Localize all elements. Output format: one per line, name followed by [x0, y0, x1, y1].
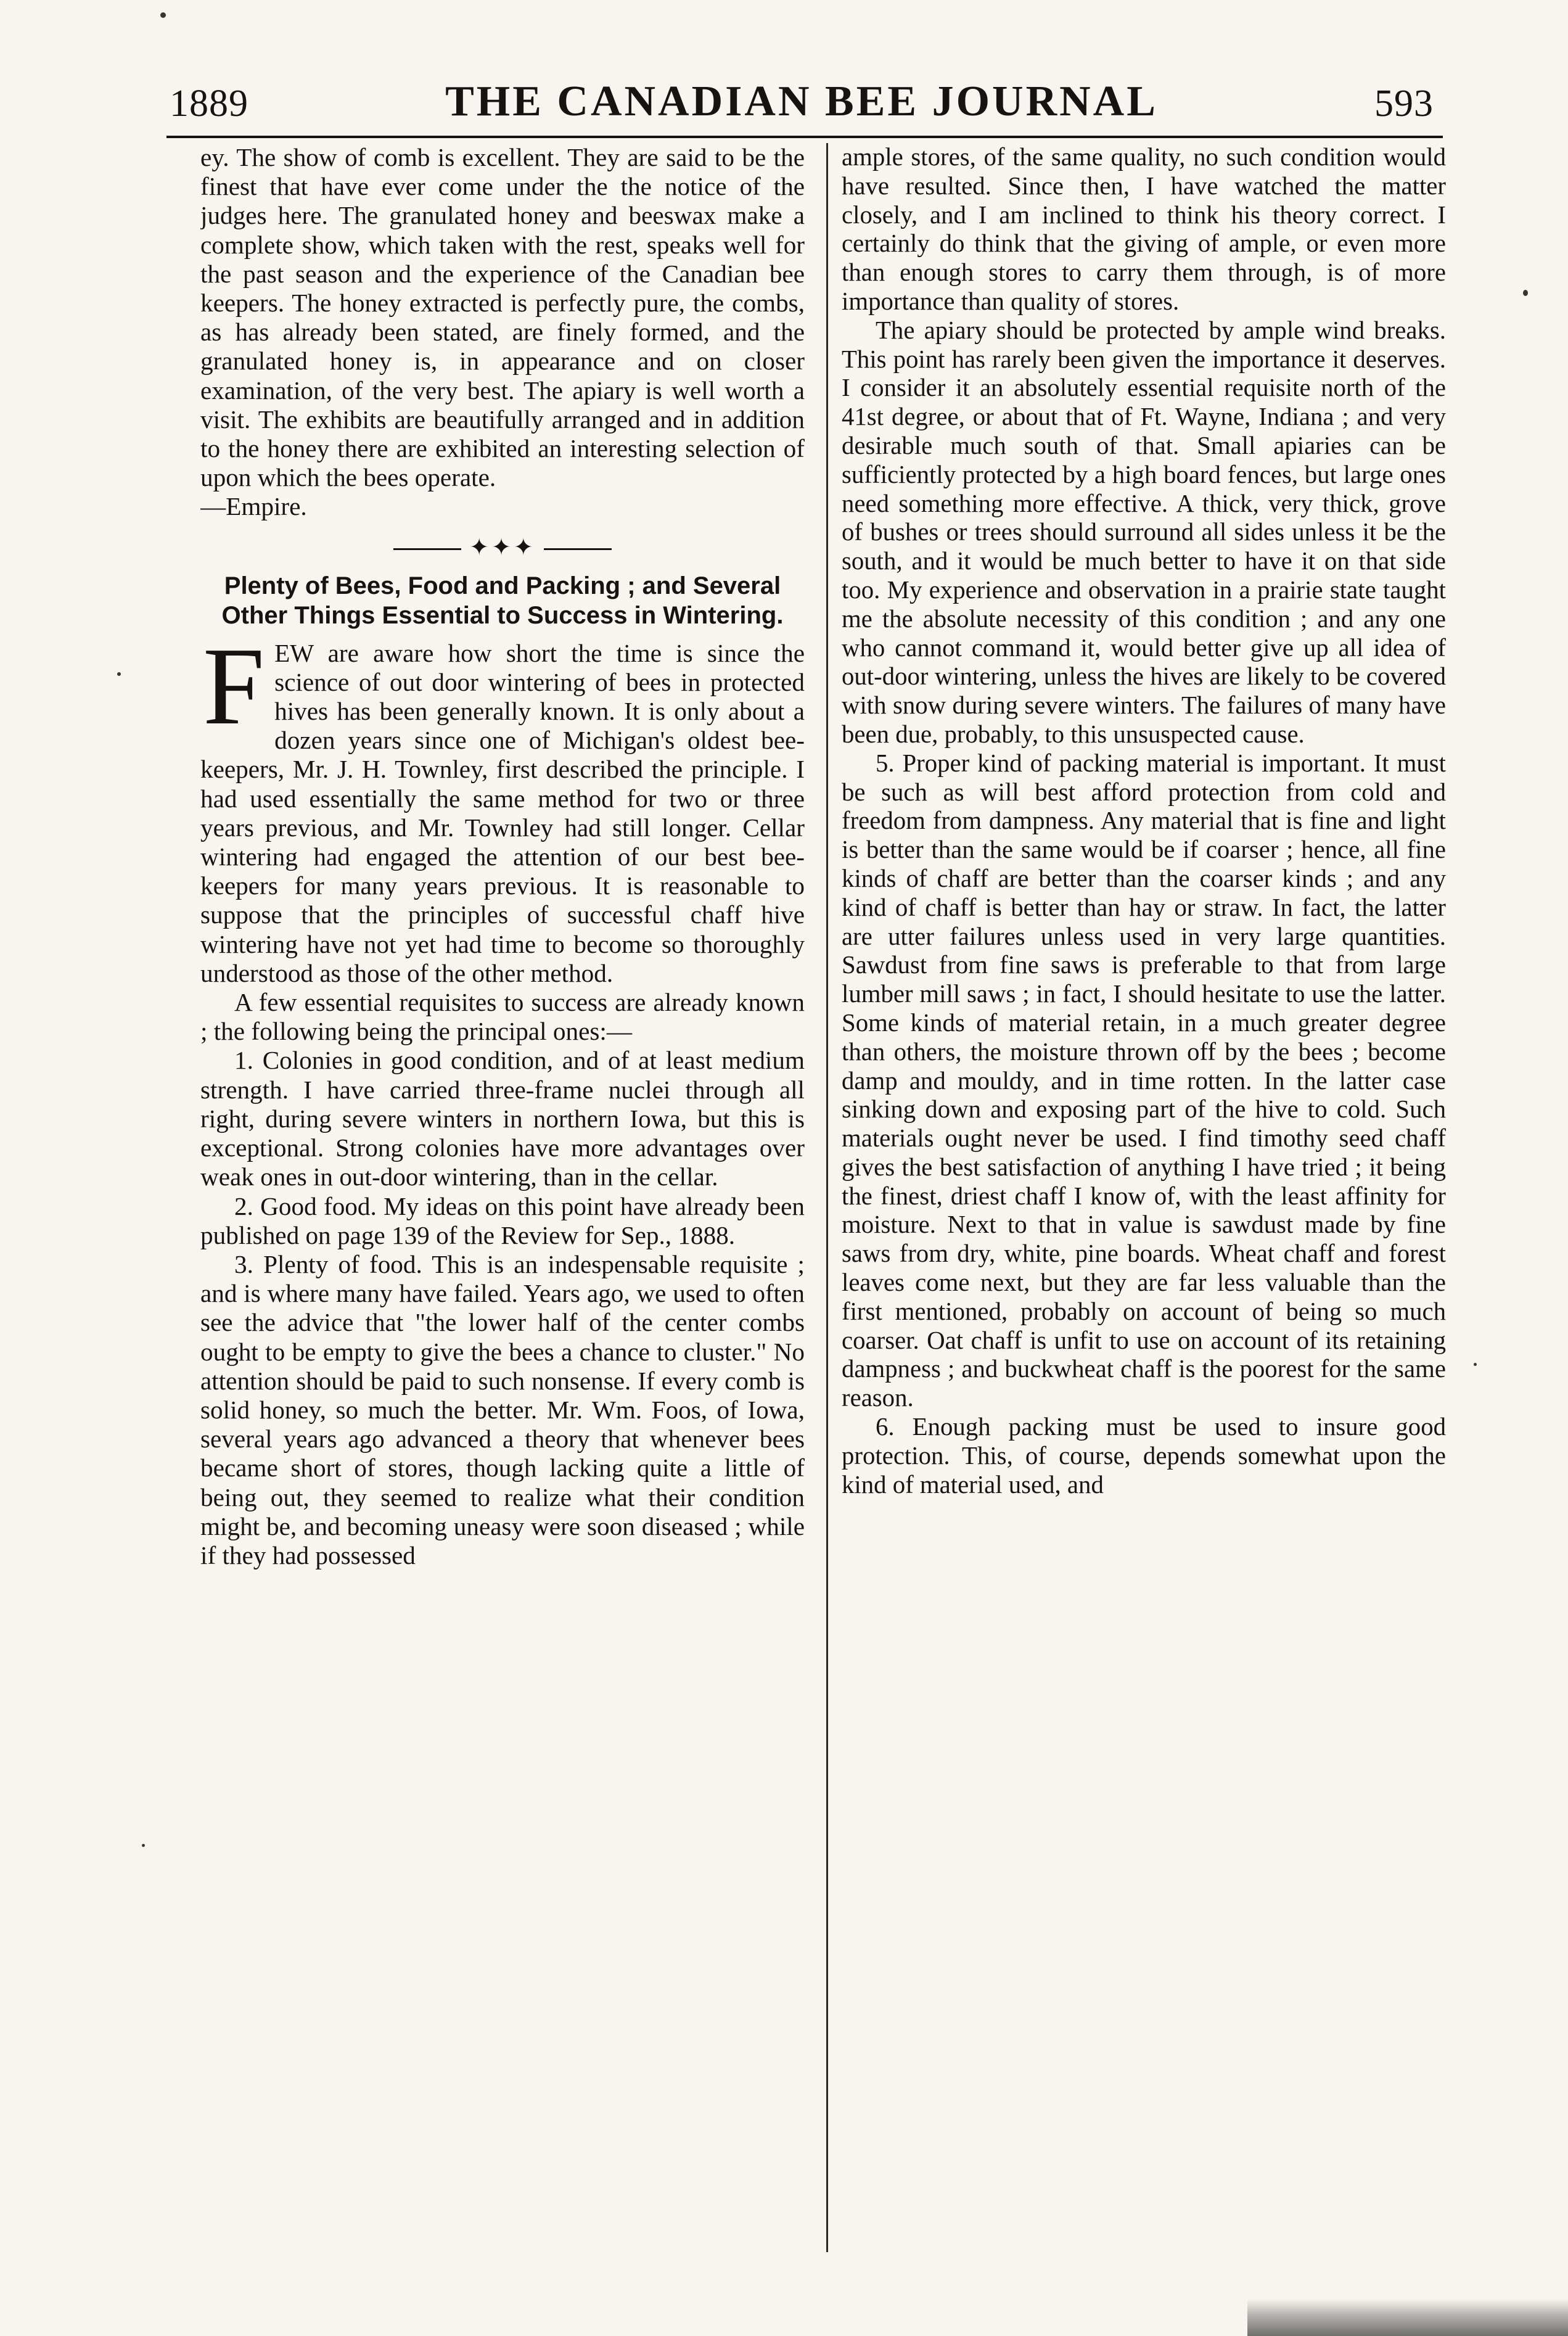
point-4: The apiary should be protected by ample wind breaks. This point has rarely been given the importance it deserves. I consider it an absolutely essential requisite north of the 41st degree, or about that of Ft. Wayne, Indiana ; and very desirable much south of that. Small apiaries can be sufficiently protected by a high board fences, but large ones need something more effective. A thick, very thick, grove of bushes or trees should surround all sides unless it be the south, and it would be much better to have it on that side too. My experience and observation in a prairie state taught me the absolute necessity of this condition ; and any one who cannot command it, would better give up all idea of out-door wintering, unless the hives are likely to be covered with snow during severe winters. The failures of many have been due, probably, to this unsuspected cause. — [842, 316, 1446, 748]
left-column — [200, 143, 805, 2209]
page-number: 593 — [1374, 83, 1434, 125]
scan-speck — [142, 1844, 145, 1847]
section-ornament — [200, 529, 805, 566]
scan-speck — [160, 12, 166, 18]
article-title: Plenty of Bees, Food and Packing ; and Several Other Things Essential to Success in Wintering. — [221, 572, 784, 629]
source-credit: —Empire. — [200, 492, 307, 521]
point-3: 3. Plenty of food. This is an indespensable requisite ; and is where many have failed. Years ago, we used to often see the advice that "the lower half of the center combs ought to be empty to give the bees a chance to cluster." No attention should be paid to such nonsense. If every comb is solid honey, so much the better. Mr. Wm. Foos, of Iowa, several years ago advanced a theory that whenever bees became short of stores, though lacking quite a little of being out, they seemed to realize what their condition might be, and becoming uneasy were soon diseased ; while if they had possessed — [200, 1249, 805, 1569]
scan-speck — [1474, 1363, 1477, 1366]
point-6: 6. Enough packing must be used to insure good protection. This, of course, depends somewhat upon the kind of material used, and — [842, 1413, 1446, 1499]
running-head — [157, 77, 1446, 139]
ornament-rule-left — [393, 548, 461, 550]
scan-edge-shadow — [1247, 2299, 1568, 2336]
continued-paragraph-left: ey. The show of comb is excellent. They are said to be the finest that have ever come under the the notice of the judges here. The granulated honey and beeswax make a complete show, which taken with the rest, speaks well for the past season and the experience of the Canadian bee keepers. The honey extracted is perfectly pure, the combs, as has already been stated, are finely formed, and the granulated honey is, in appearance and on closer examination, of the very best. The apiary is well worth a visit. The exhibits are beautifully arranged and in addition to the honey there are exhibited an interesting selection of upon which the bees operate. — [200, 143, 805, 492]
scan-speck — [117, 672, 121, 676]
article-intro-text: EW are aware how short the time is since the science of out door wintering of bees in protected hives has been generally known. It is only about a dozen years since one of Michigan's oldest bee-keepers, Mr. J. H. Townley, first described the principle. I had used essentially the same method for two or three years previous, and Mr. Townley had still longer. Cellar wintering had engaged the attention of our best bee-keepers for many years previous. It is reasonable to suppose that the principles of successful chaff hive wintering have not yet had time to become so thoroughly understood as those of the other method. — [200, 638, 805, 987]
article-intro — [200, 624, 805, 988]
ornament-rule-right — [544, 548, 612, 550]
point-5: 5. Proper kind of packing material is important. It must be such as will best afford protection from cold and freedom from dampness. Any material that is fine and light is better than the same would be if coarser ; hence, all fine kinds of chaff are better than the coarser kinds ; and any kind of chaff is better than hay or straw. In fact, the latter are utter failures unless used in very large quantities. Sawdust from fine saws is preferable to that from large lumber mill saws ; in fact, I should hesitate to use the latter. Some kinds of material retain, in a much greater degree than others, the moisture thrown off by the bees ; become damp and mouldy, and in time rotten. In the latter case sinking down and exposing part of the hive to cold. Such materials ought never be used. I find timothy seed chaff gives the best satisfaction of anything I have tried ; it being the finest, driest chaff I know of, with the least affinity for moisture. Next to that in value is sawdust made by fine saws from dry, white, pine boards. Wheat chaff and forest leaves come next, but they are far less valuable than the first mentioned, probably on account of being so much coarser. Oat chaff is unfit to use on account of its retaining dampness ; and buckwheat chaff is the poorest for the same reason. — [842, 749, 1446, 1412]
point-2: 2. Good food. My ideas on this point have already been published on page 139 of the Review for Sep., 1888. — [200, 1191, 805, 1249]
ornament-glyphs: ✦✦✦ — [469, 534, 536, 561]
journal-title: THE CANADIAN BEE JOURNAL — [445, 78, 1158, 125]
column-divider — [826, 143, 828, 2252]
scan-speck — [1523, 290, 1528, 296]
right-column — [842, 143, 1446, 2209]
point-1: 1. Colonies in good condition, and of at least medium strength. I have carried three-frame nuclei through all right, during severe winters in northern Iowa, but this is exceptional. Strong colonies have more advantages over weak ones in out-door wintering, than in the cellar. — [200, 1046, 805, 1191]
drop-cap: F — [203, 624, 265, 747]
header-year: 1889 — [170, 83, 248, 125]
header-rule — [166, 136, 1443, 138]
continued-paragraph-right: ample stores, of the same quality, no such condition would have resulted. Since then, I have watched the matter closely, and I am inclined to think his theory correct. I certainly do think that the giving of ample, or even more than enough stores to carry them through, is of more importance than quality of stores. — [842, 143, 1446, 315]
requisites-intro: A few essential requisites to success are already known ; the following being the principal ones:— — [200, 988, 805, 1046]
